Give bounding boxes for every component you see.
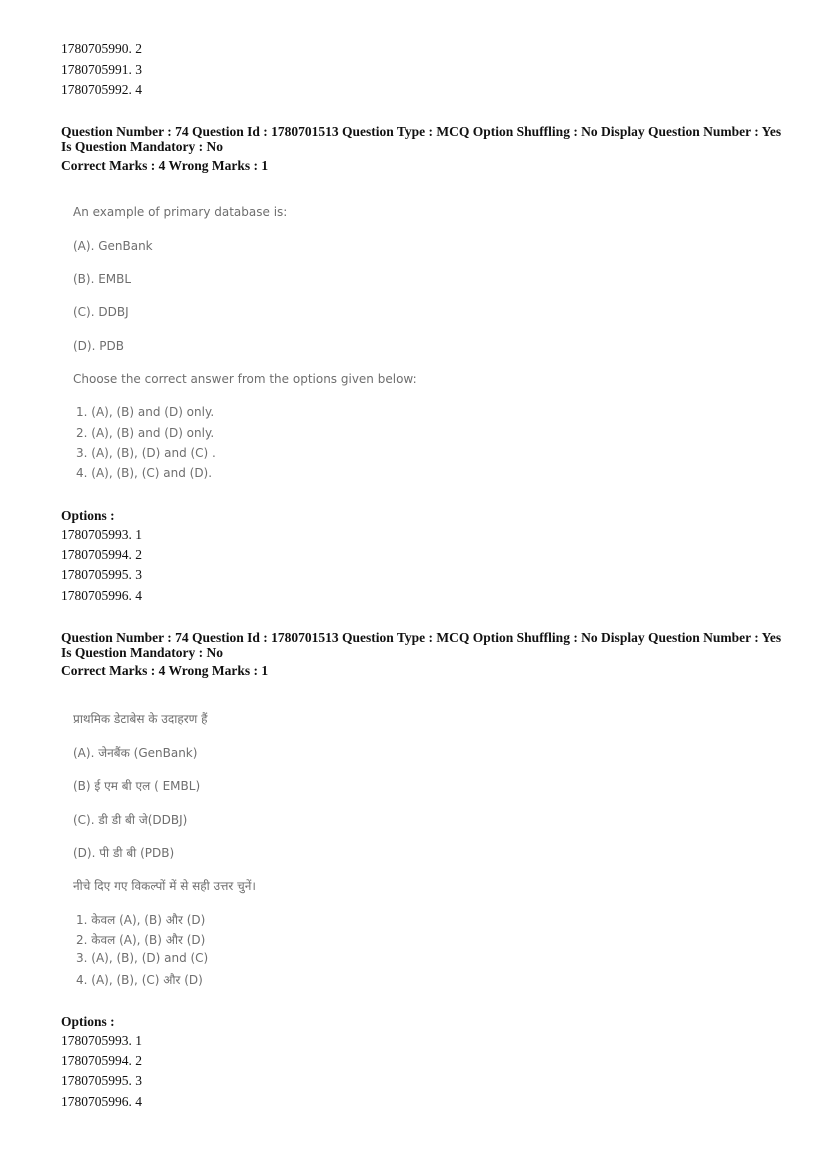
question-item: (D). PDB <box>73 339 124 353</box>
question-marks: Correct Marks : 4 Wrong Marks : 1 <box>61 663 269 678</box>
option-line: 1780705995. 3 <box>61 1073 142 1088</box>
question-item: (C). डी डी बी जे(DDBJ) <box>73 813 188 827</box>
question-item: (A). जेनबैंक (GenBank) <box>73 746 198 760</box>
option-line: 1780705994. 2 <box>61 547 142 562</box>
question-mandatory: Is Question Mandatory : No <box>61 139 224 154</box>
option-line: 1780705991. 3 <box>61 62 142 77</box>
question-instruction: नीचे दिए गए विकल्पों में से सही उत्तर चुनें। <box>73 879 256 893</box>
question-item: (A). GenBank <box>73 239 153 253</box>
question-item: (B). EMBL <box>73 272 132 286</box>
question-header: Question Number : 74 Question Id : 1780701513 Question Type : MCQ Option Shuffling : No Display Question Number : Yes <box>61 124 782 139</box>
answer-choice: 3. (A), (B), (D) and (C) . <box>76 446 216 460</box>
question-item: (C). DDBJ <box>73 305 129 319</box>
question-header: Question Number : 74 Question Id : 1780701513 Question Type : MCQ Option Shuffling : No Display Question Number : Yes <box>61 630 782 645</box>
option-line: 1780705996. 4 <box>61 1094 142 1109</box>
option-line: 1780705992. 4 <box>61 82 142 97</box>
answer-choice: 2. केवल (A), (B) और (D) <box>76 933 206 947</box>
option-line: 1780705996. 4 <box>61 588 142 603</box>
question-item: (D). पी डी बी (PDB) <box>73 846 175 860</box>
options-label: Options : <box>61 1014 115 1029</box>
option-line: 1780705993. 1 <box>61 527 142 542</box>
question-instruction: Choose the correct answer from the options given below: <box>73 372 417 386</box>
answer-choice: 1. केवल (A), (B) और (D) <box>76 913 206 927</box>
answer-choice: 2. (A), (B) and (D) only. <box>76 426 215 440</box>
answer-choice: 4. (A), (B), (C) and (D). <box>76 466 213 480</box>
question-mandatory: Is Question Mandatory : No <box>61 645 224 660</box>
answer-choice: 4. (A), (B), (C) और (D) <box>76 973 203 987</box>
option-line: 1780705993. 1 <box>61 1033 142 1048</box>
option-line: 1780705990. 2 <box>61 41 142 56</box>
question-marks: Correct Marks : 4 Wrong Marks : 1 <box>61 158 269 173</box>
options-label: Options : <box>61 508 115 523</box>
question-prompt: An example of primary database is: <box>73 205 288 219</box>
question-item: (B) ई एम बी एल ( EMBL) <box>73 779 201 793</box>
option-line: 1780705995. 3 <box>61 567 142 582</box>
answer-choice: 1. (A), (B) and (D) only. <box>76 405 215 419</box>
answer-choice: 3. (A), (B), (D) and (C) <box>76 951 209 965</box>
option-line: 1780705994. 2 <box>61 1053 142 1068</box>
question-prompt: प्राथमिक डेटाबेस के उदाहरण हैं <box>73 712 208 726</box>
